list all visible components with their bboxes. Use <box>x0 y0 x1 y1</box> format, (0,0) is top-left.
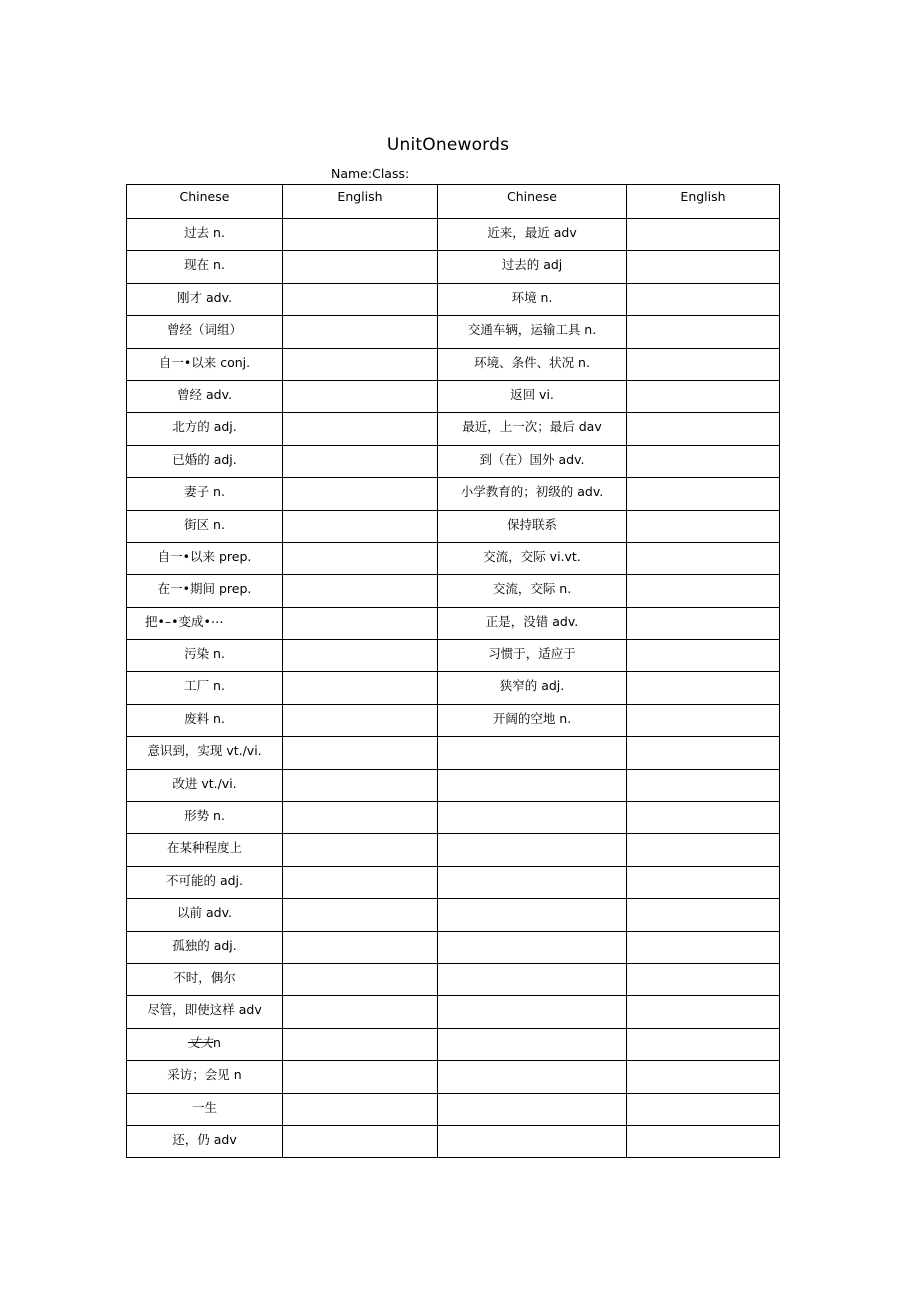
english-answer-cell[interactable] <box>627 219 780 251</box>
header-english-2: English <box>627 185 780 219</box>
chinese-word-cell: 把•–•变成•⋯ <box>127 607 283 639</box>
table-row <box>127 542 780 574</box>
chinese-word-cell: 已婚的 adj. <box>127 445 283 477</box>
chinese-word-cell <box>438 1093 627 1125</box>
table-row <box>127 251 780 283</box>
english-answer-cell[interactable] <box>283 510 438 542</box>
english-answer-cell[interactable] <box>283 413 438 445</box>
english-answer-cell[interactable] <box>283 478 438 510</box>
english-answer-cell[interactable] <box>283 1061 438 1093</box>
table-row <box>127 348 780 380</box>
name-class-label: Name:Class: <box>331 166 410 181</box>
table-row <box>127 445 780 477</box>
english-answer-cell[interactable] <box>283 1028 438 1060</box>
english-answer-cell[interactable] <box>283 963 438 995</box>
english-answer-cell[interactable] <box>627 931 780 963</box>
chinese-word-cell: 正是，没错 adv. <box>438 607 627 639</box>
chinese-word-cell <box>438 1061 627 1093</box>
chinese-word-cell: 在一•期间 prep. <box>127 575 283 607</box>
chinese-word-cell <box>438 931 627 963</box>
chinese-word-cell: 街区 n. <box>127 510 283 542</box>
english-answer-cell[interactable] <box>283 802 438 834</box>
chinese-word-cell: 环境、条件、状况 n. <box>438 348 627 380</box>
english-answer-cell[interactable] <box>627 899 780 931</box>
english-answer-cell[interactable] <box>283 380 438 412</box>
chinese-word-cell: 意识到，实现 vt./vi. <box>127 737 283 769</box>
chinese-word-cell: 在某种程度上 <box>127 834 283 866</box>
chinese-word-cell: 工厂 n. <box>127 672 283 704</box>
english-answer-cell[interactable] <box>627 316 780 348</box>
english-answer-cell[interactable] <box>627 640 780 672</box>
chinese-word-cell: 现在 n. <box>127 251 283 283</box>
chinese-word-cell: 曾经（词组） <box>127 316 283 348</box>
chinese-word-cell: 曾经 adv. <box>127 380 283 412</box>
chinese-word-cell: 妻子 n. <box>127 478 283 510</box>
english-answer-cell[interactable] <box>283 834 438 866</box>
english-answer-cell[interactable] <box>627 1125 780 1157</box>
table-row <box>127 478 780 510</box>
english-answer-cell[interactable] <box>627 542 780 574</box>
table-row <box>127 607 780 639</box>
table-header-row <box>127 185 780 219</box>
english-answer-cell[interactable] <box>283 672 438 704</box>
chinese-word-cell: 狭窄的 adj. <box>438 672 627 704</box>
header-chinese-1: Chinese <box>127 185 283 219</box>
chinese-word-cell: 最近，上一次；最后 dav <box>438 413 627 445</box>
chinese-word-cell <box>438 866 627 898</box>
english-answer-cell[interactable] <box>627 445 780 477</box>
table-row <box>127 510 780 542</box>
chinese-word-cell: 习惯于，适应于 <box>438 640 627 672</box>
struck-word: 丈夫 <box>188 1034 214 1050</box>
chinese-word-cell: 改进 vt./vi. <box>127 769 283 801</box>
english-answer-cell[interactable] <box>627 672 780 704</box>
english-answer-cell[interactable] <box>627 866 780 898</box>
table-row <box>127 672 780 704</box>
english-answer-cell[interactable] <box>283 542 438 574</box>
table-row <box>127 380 780 412</box>
english-answer-cell[interactable] <box>283 899 438 931</box>
chinese-word-cell: 返回 vi. <box>438 380 627 412</box>
table-row <box>127 963 780 995</box>
chinese-word-cell <box>438 996 627 1028</box>
chinese-word-cell: 过去 n. <box>127 219 283 251</box>
english-answer-cell[interactable] <box>627 283 780 315</box>
chinese-word-cell: 以前 adv. <box>127 899 283 931</box>
table-row <box>127 737 780 769</box>
chinese-word-cell: 孤独的 adj. <box>127 931 283 963</box>
table-row <box>127 575 780 607</box>
chinese-word-cell: 环境 n. <box>438 283 627 315</box>
english-answer-cell[interactable] <box>283 769 438 801</box>
chinese-word-cell: 不可能的 adj. <box>127 866 283 898</box>
table-row <box>127 1093 780 1125</box>
english-answer-cell[interactable] <box>627 510 780 542</box>
chinese-word-cell: 过去的 adj <box>438 251 627 283</box>
english-answer-cell[interactable] <box>283 704 438 736</box>
chinese-word-cell: 小学教育的；初级的 adv. <box>438 478 627 510</box>
chinese-word-cell: 还，仍 adv <box>127 1125 283 1157</box>
chinese-word-cell <box>438 769 627 801</box>
table-row <box>127 931 780 963</box>
table-row <box>127 219 780 251</box>
chinese-word-cell: 一生 <box>127 1093 283 1125</box>
english-answer-cell[interactable] <box>627 1028 780 1060</box>
english-answer-cell[interactable] <box>283 445 438 477</box>
chinese-word-cell: 自一•以来 conj. <box>127 348 283 380</box>
chinese-word-cell: 不时，偶尔 <box>127 963 283 995</box>
english-answer-cell[interactable] <box>627 575 780 607</box>
chinese-word-cell: 近来，最近 adv <box>438 219 627 251</box>
table-row <box>127 1061 780 1093</box>
chinese-word-cell: 刚才 adv. <box>127 283 283 315</box>
english-answer-cell[interactable] <box>283 251 438 283</box>
english-answer-cell[interactable] <box>627 1061 780 1093</box>
chinese-word-cell: 开阔的空地 n. <box>438 704 627 736</box>
chinese-word-cell <box>438 963 627 995</box>
english-answer-cell[interactable] <box>627 769 780 801</box>
english-answer-cell[interactable] <box>283 931 438 963</box>
chinese-word-cell: 尽管，即使这样 adv <box>127 996 283 1028</box>
table-row <box>127 316 780 348</box>
english-answer-cell[interactable] <box>283 1093 438 1125</box>
table-row <box>127 1125 780 1157</box>
chinese-word-cell: 交流，交际 vi.vt. <box>438 542 627 574</box>
chinese-word-cell: 丈夫n <box>127 1028 283 1060</box>
header-chinese-2: Chinese <box>438 185 627 219</box>
chinese-word-cell <box>438 737 627 769</box>
chinese-word-cell: 自一•以来 prep. <box>127 542 283 574</box>
table-row <box>127 413 780 445</box>
english-answer-cell[interactable] <box>627 607 780 639</box>
vocabulary-table <box>126 184 780 1158</box>
english-answer-cell[interactable] <box>627 834 780 866</box>
english-answer-cell[interactable] <box>283 1125 438 1157</box>
table-row <box>127 704 780 736</box>
chinese-word-cell: 北方的 adj. <box>127 413 283 445</box>
english-answer-cell[interactable] <box>627 802 780 834</box>
english-answer-cell[interactable] <box>627 1093 780 1125</box>
english-answer-cell[interactable] <box>283 575 438 607</box>
chinese-word-cell: 到（在）国外 adv. <box>438 445 627 477</box>
chinese-word-cell <box>438 1028 627 1060</box>
table-row <box>127 996 780 1028</box>
english-answer-cell[interactable] <box>627 348 780 380</box>
english-answer-cell[interactable] <box>627 251 780 283</box>
header-english-1: English <box>283 185 438 219</box>
english-answer-cell[interactable] <box>627 413 780 445</box>
english-answer-cell[interactable] <box>283 737 438 769</box>
chinese-word-cell <box>438 1125 627 1157</box>
english-answer-cell[interactable] <box>283 866 438 898</box>
english-answer-cell[interactable] <box>627 996 780 1028</box>
chinese-word-cell: 交流，交际 n. <box>438 575 627 607</box>
english-answer-cell[interactable] <box>627 380 780 412</box>
table-row <box>127 640 780 672</box>
table-row <box>127 834 780 866</box>
english-answer-cell[interactable] <box>283 640 438 672</box>
english-answer-cell[interactable] <box>283 607 438 639</box>
english-answer-cell[interactable] <box>627 737 780 769</box>
english-answer-cell[interactable] <box>283 996 438 1028</box>
chinese-word-cell: 形势 n. <box>127 802 283 834</box>
table-row <box>127 283 780 315</box>
chinese-word-cell: 废料 n. <box>127 704 283 736</box>
english-answer-cell[interactable] <box>283 316 438 348</box>
table-row <box>127 1028 780 1060</box>
table-row <box>127 899 780 931</box>
english-answer-cell[interactable] <box>283 348 438 380</box>
chinese-word-cell: 污染 n. <box>127 640 283 672</box>
table-row <box>127 769 780 801</box>
english-answer-cell[interactable] <box>283 283 438 315</box>
chinese-word-cell <box>438 834 627 866</box>
chinese-word-cell: 保持联系 <box>438 510 627 542</box>
english-answer-cell[interactable] <box>627 963 780 995</box>
table-row <box>127 802 780 834</box>
english-answer-cell[interactable] <box>283 219 438 251</box>
table-row <box>127 866 780 898</box>
chinese-word-cell <box>438 899 627 931</box>
english-answer-cell[interactable] <box>627 478 780 510</box>
page-title: UnitOnewords <box>386 135 510 155</box>
chinese-word-cell: 交通车辆，运输工具 n. <box>438 316 627 348</box>
chinese-word-cell <box>438 802 627 834</box>
english-answer-cell[interactable] <box>627 704 780 736</box>
chinese-word-cell: 采访；会见 n <box>127 1061 283 1093</box>
